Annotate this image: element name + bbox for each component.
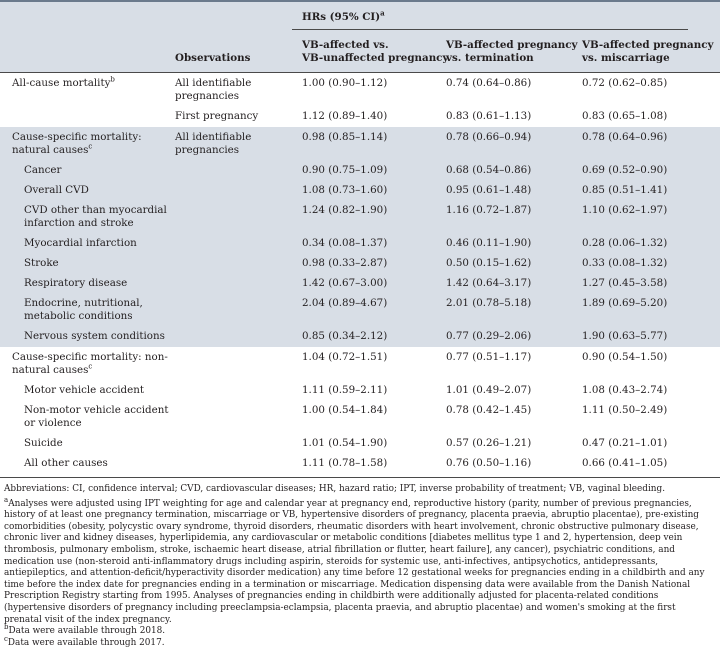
row-label: Non-motor vehicle accident or violence <box>24 404 169 429</box>
hr-value-cell: 1.11 (0.50–2.49) <box>582 404 668 416</box>
hr-value-cell: 0.90 (0.75–1.09) <box>302 164 388 176</box>
footnote-a: $^a$Analyses were adjusted using IPT weighting for age and calendar year at pregnancy end, reproductive history (parity, number of previous pregnancies, history of at least one pregnancy termination, miscarriage or VB, hypertensive disorders of pregnancy, placenta praevia, abruptio placentae), pre-existing comorbidities (obesity, polycystic ovary syndrome, thyroid disorders, rheumatic disorders with heart involvement, chronic obstructive pulmonary disease, chronic liver and kidney diseases, hyperlipidemia, any cardiovascular or metabolic conditions [diabetes mellitus type 1 and 2, hypertension, deep vein thrombosis, pulmonary embolism, stroke, ischaemic heart disease, atrial fibrillation or flutter, heart failure], any cancer), psychiatric conditions, and medication use (non-steroid anti-inflammatory drugs including aspirin, steroids for systemic use, anti-infectives, antipsychotics, antidepressants, antiepileptics, and attention-deficit/hyperactivity disorder medication) any time before 12 gestational weeks for pregnancies ending in a childbirth and any time before the index date for pregnancies ending in a termination or miscarriage. Medication dispensing data were available from the Danish National Prescription Registry starting from 1995. Analyses of pregnancies ending in childbirth were additionally adjusted for placenta-related conditions (hypertensive disorders of pregnancy including preeclampsia-eclampsia, placenta praevia, and abruptio placentae) and women's smoking at the first prenatal visit of the index pregnancy. <box>4 495 705 625</box>
hr-value-cell: 0.77 (0.29–2.06) <box>446 330 532 342</box>
section-label: Cause-specific mortality: non- natural causes$^c$ <box>12 351 168 376</box>
col-header-vs-miscarriage: VB-affected pregnancy vs. miscarriage <box>582 39 714 64</box>
header-bottom-rule <box>0 72 720 73</box>
row-label: Cancer <box>24 164 62 176</box>
hr-value-cell: 0.72 (0.62–0.85) <box>582 77 668 89</box>
hr-value-cell: 0.74 (0.64–0.86) <box>446 77 532 89</box>
col-header-observations: Observations <box>175 52 251 64</box>
hr-value-cell: 1.04 (0.72–1.51) <box>302 351 388 363</box>
hr-value-cell: 1.89 (0.69–5.20) <box>582 297 668 309</box>
observation-cell: All identifiable pregnancies <box>175 77 252 102</box>
row-label: Myocardial infarction <box>24 237 137 249</box>
hr-value-cell: 0.69 (0.52–0.90) <box>582 164 668 176</box>
footnote-abbreviations: Abbreviations: CI, confidence interval; CVD, cardiovascular diseases; HR, hazard ratio; IPT, inverse probability of treatment; VB, vaginal bleeding. <box>4 484 666 494</box>
row-label: All other causes <box>24 457 108 469</box>
hr-value-cell: 1.27 (0.45–3.58) <box>582 277 668 289</box>
section-label: All-cause mortality$^b$ <box>12 75 115 89</box>
hr-value-cell: 1.08 (0.73–1.60) <box>302 184 388 196</box>
group-header: HRs (95% CI)$^a$ <box>302 8 385 23</box>
col-header-vb-vs-unaffected: VB-affected vs. VB-unaffected pregnancy <box>302 39 449 64</box>
hr-value-cell: 1.24 (0.82–1.90) <box>302 204 388 216</box>
row-label: Stroke <box>24 257 59 269</box>
row-label: Overall CVD <box>24 184 89 196</box>
group-header-rule <box>292 29 688 30</box>
table-bottom-rule <box>0 477 720 478</box>
hr-value-cell: 0.34 (0.08–1.37) <box>302 237 388 249</box>
hr-value-cell: 1.00 (0.54–1.84) <box>302 404 388 416</box>
row-label: Motor vehicle accident <box>24 384 144 396</box>
row-label: Endocrine, nutritional, metabolic conditions <box>24 297 143 322</box>
observation-cell: All identifiable pregnancies <box>175 131 252 156</box>
hr-value-cell: 0.76 (0.50–1.16) <box>446 457 532 469</box>
hr-value-cell: 0.83 (0.61–1.13) <box>446 110 532 122</box>
hr-value-cell: 0.46 (0.11–1.90) <box>446 237 532 249</box>
hr-value-cell: 0.68 (0.54–0.86) <box>446 164 532 176</box>
hr-value-cell: 2.04 (0.89–4.67) <box>302 297 388 309</box>
hr-value-cell: 0.85 (0.51–1.41) <box>582 184 668 196</box>
hr-value-cell: 1.42 (0.67–3.00) <box>302 277 388 289</box>
row-label: Suicide <box>24 437 63 449</box>
hr-value-cell: 0.66 (0.41–1.05) <box>582 457 668 469</box>
hr-value-cell: 0.78 (0.66–0.94) <box>446 131 532 143</box>
row-label: Respiratory disease <box>24 277 128 289</box>
hr-value-cell: 0.78 (0.64–0.96) <box>582 131 668 143</box>
hr-value-cell: 0.85 (0.34–2.12) <box>302 330 388 342</box>
hr-value-cell: 0.57 (0.26–1.21) <box>446 437 532 449</box>
hr-value-cell: 0.78 (0.42–1.45) <box>446 404 532 416</box>
hr-value-cell: 1.01 (0.49–2.07) <box>446 384 532 396</box>
footnote-b: $^b$Data were available through 2018. <box>4 623 166 637</box>
hr-value-cell: 0.50 (0.15–1.62) <box>446 257 532 269</box>
hr-value-cell: 1.16 (0.72–1.87) <box>446 204 532 216</box>
hr-value-cell: 0.28 (0.06–1.32) <box>582 237 668 249</box>
hr-value-cell: 0.83 (0.65–1.08) <box>582 110 668 122</box>
hr-value-cell: 1.10 (0.62–1.97) <box>582 204 668 216</box>
hr-value-cell: 1.01 (0.54–1.90) <box>302 437 388 449</box>
hr-value-cell: 0.47 (0.21–1.01) <box>582 437 668 449</box>
hr-value-cell: 0.95 (0.61–1.48) <box>446 184 532 196</box>
hr-value-cell: 0.98 (0.85–1.14) <box>302 131 388 143</box>
section-label: Cause-specific mortality: natural causes$^c$ <box>12 131 142 156</box>
table-footnotes <box>4 484 716 649</box>
hr-value-cell: 0.77 (0.51–1.17) <box>446 351 532 363</box>
row-label: Nervous system conditions <box>24 330 165 342</box>
hr-value-cell: 0.33 (0.08–1.32) <box>582 257 668 269</box>
row-label: CVD other than myocardial infarction and stroke <box>24 204 167 229</box>
hr-value-cell: 1.00 (0.90–1.12) <box>302 77 388 89</box>
observation-cell: First pregnancy <box>175 110 259 122</box>
footnote-c: $^c$Data were available through 2017. <box>4 634 165 648</box>
hr-value-cell: 0.98 (0.33–2.87) <box>302 257 388 269</box>
hr-value-cell: 1.42 (0.64–3.17) <box>446 277 532 289</box>
hr-value-cell: 1.11 (0.59–2.11) <box>302 384 388 396</box>
hr-value-cell: 0.90 (0.54–1.50) <box>582 351 668 363</box>
hr-value-cell: 1.08 (0.43–2.74) <box>582 384 668 396</box>
col-header-vs-termination: VB-affected pregnancy vs. termination <box>446 39 578 64</box>
hr-value-cell: 1.90 (0.63–5.77) <box>582 330 668 342</box>
hr-value-cell: 2.01 (0.78–5.18) <box>446 297 532 309</box>
hr-value-cell: 1.12 (0.89–1.40) <box>302 110 388 122</box>
hr-value-cell: 1.11 (0.78–1.58) <box>302 457 388 469</box>
